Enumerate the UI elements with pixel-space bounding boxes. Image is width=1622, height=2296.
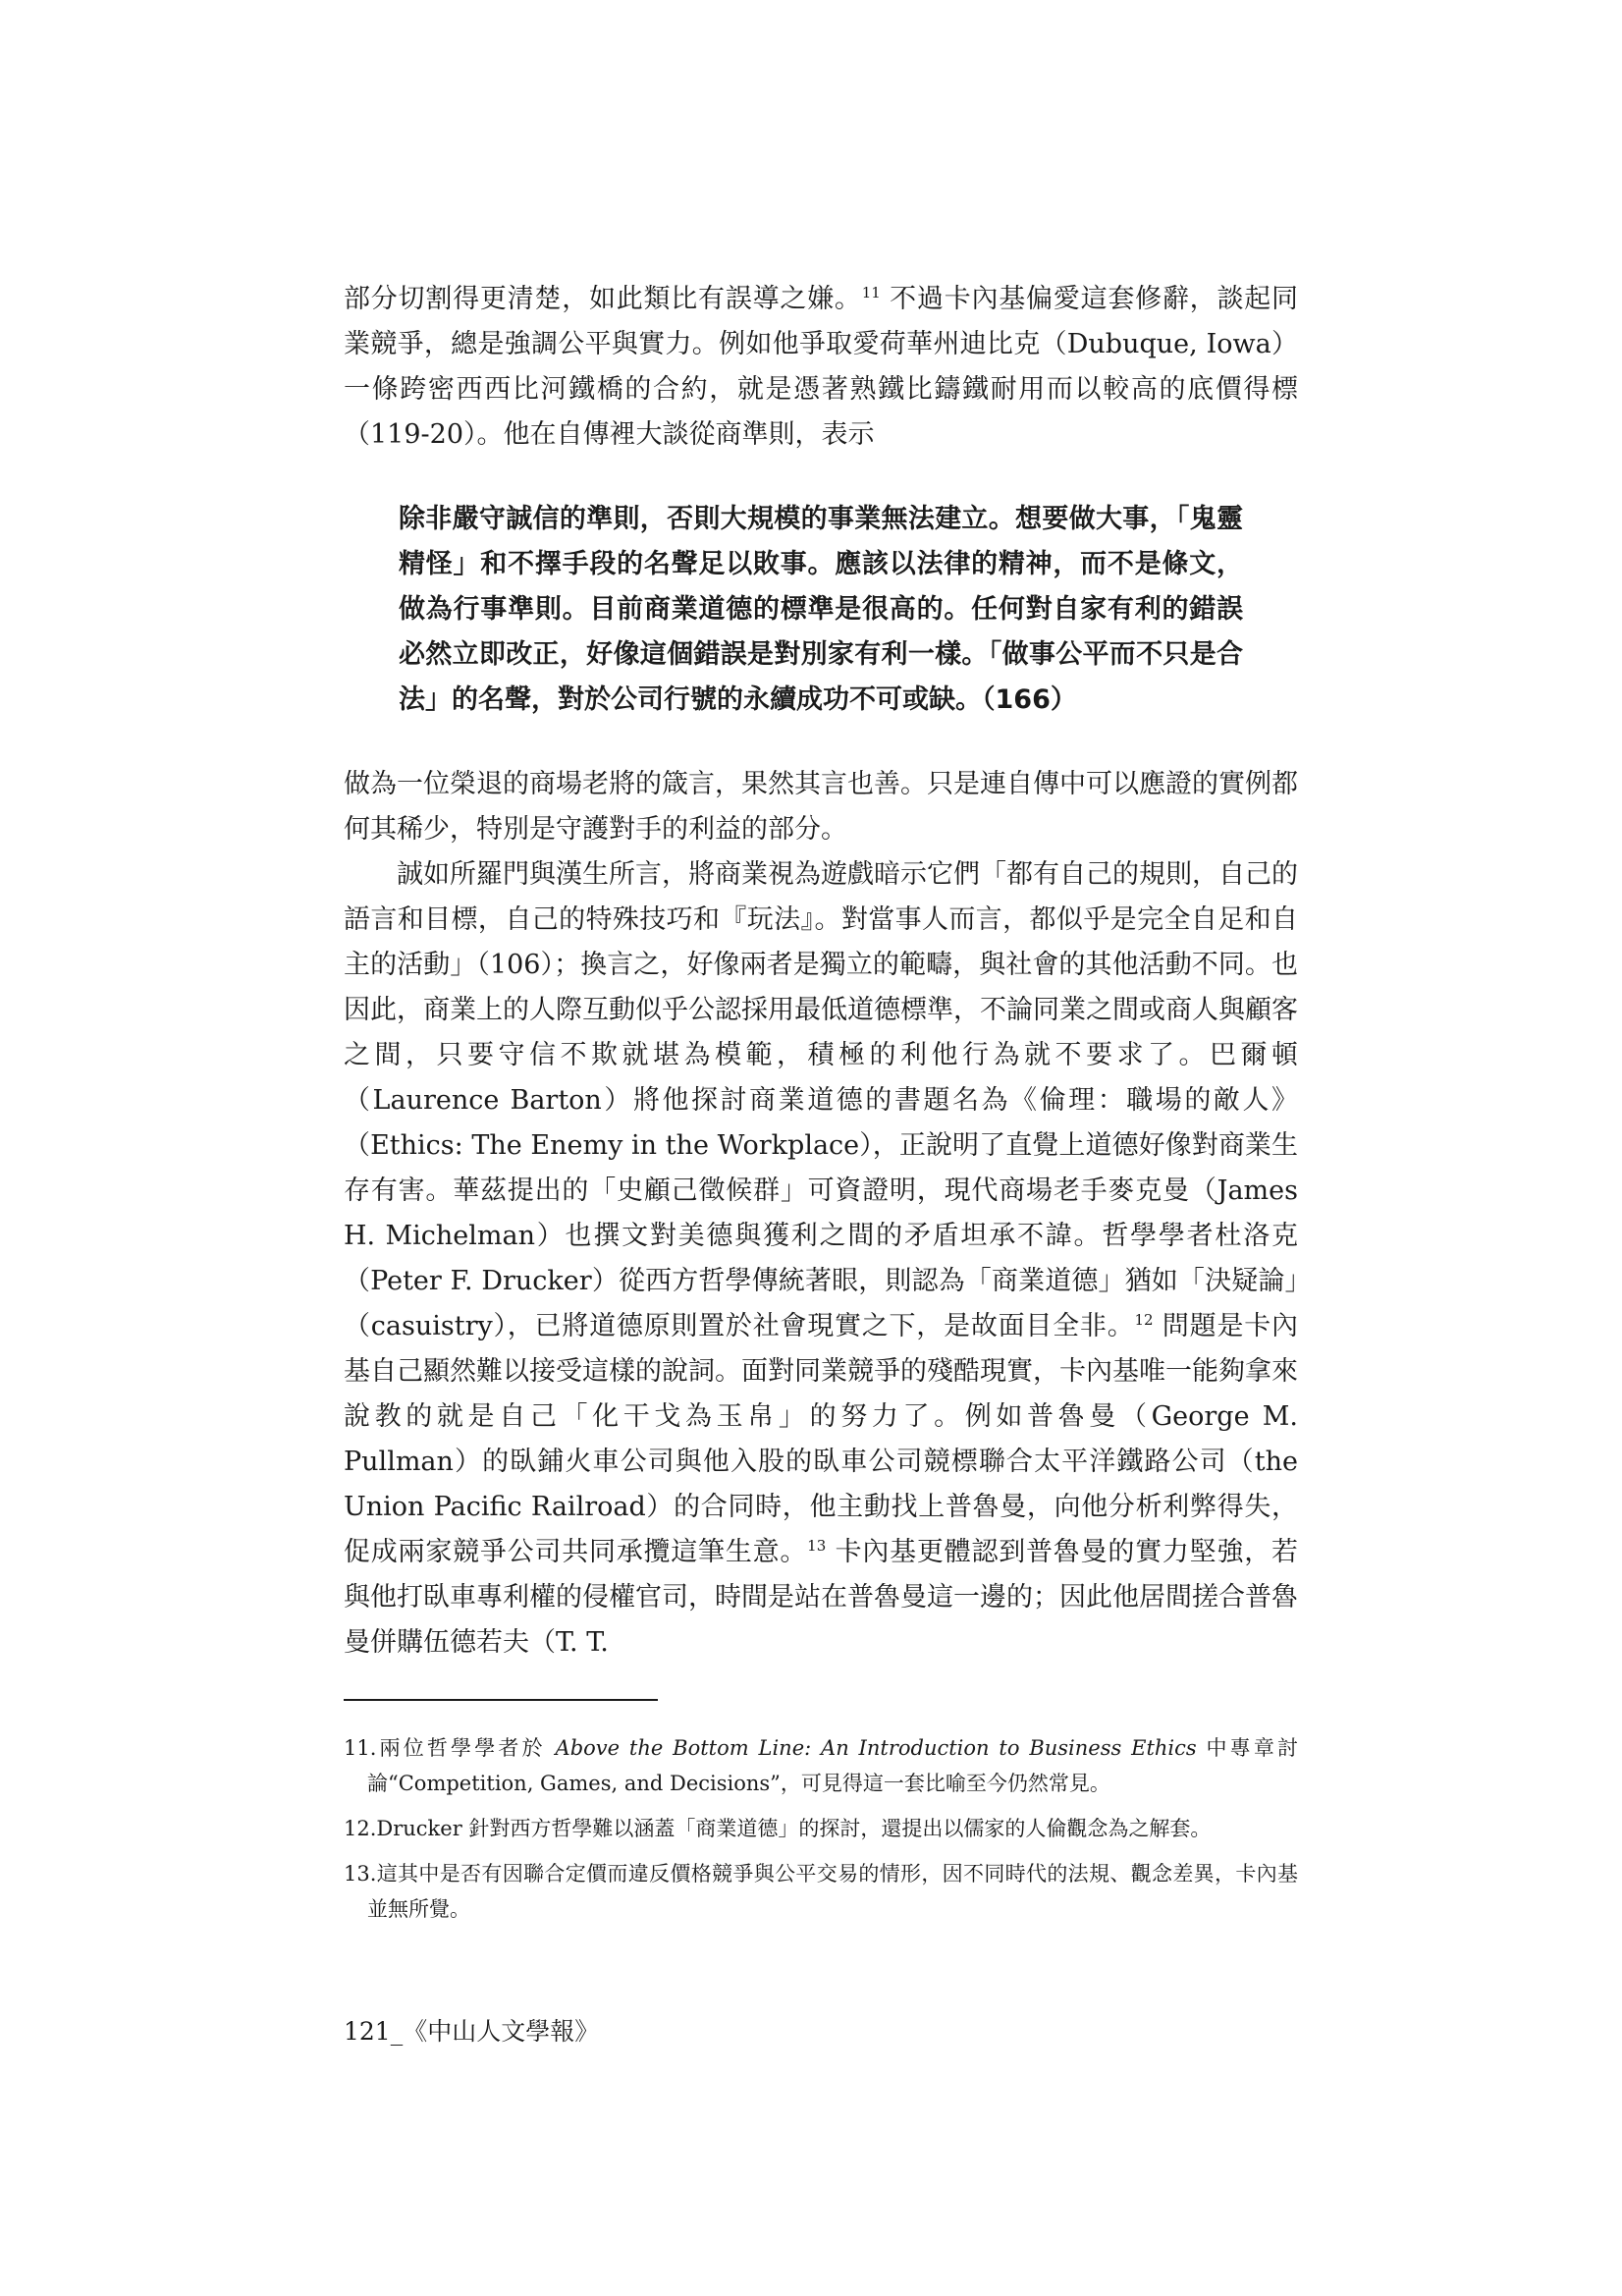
block-quote: 除非嚴守誠信的準則，否則大規模的事業無法建立。想要做大事，「鬼靈精怪」和不擇手段的名聲足以敗事。應該以法律的精神，而不是條文，做為行事準則。目前商業道德的標準是很高的。任何對自家有利的錯誤必然立即改正，好像這個錯誤是對別家有利一樣。「做事公平而不只是合法」的名聲，對於公司行號的永續成功不可或缺。（166） [399, 504, 1243, 715]
paragraph-carnegie-competition [344, 277, 1298, 458]
paragraph-business-as-game [344, 852, 1298, 1666]
footnote-divider [344, 1699, 658, 1701]
footnote-11-prefix: 11.兩位哲學學者於 [344, 1736, 556, 1760]
page-footer: 121_《中山人文學報》 [344, 2017, 600, 2046]
paragraph1-text-b: 不過卡內基偏愛這套修辭，談起同業競爭，總是強調公平與實力。例如他爭取愛荷華州迪比克（Dubuque, Iowa）一條跨密西西比河鐵橋的合約，就是憑著熟鐵比鑄鐵耐用而以較高的底價得標（119-20）。他在自傳裡大談從商準則，表示 [344, 284, 1298, 450]
footnote-11-suffix: 中專章討論“Competition, Games, and Decisions”，可見得這一套比喻至今仍然常見。 [367, 1736, 1298, 1795]
footnote-11-book-title: Above the Bottom Line: An Introduction to Business Ethics [555, 1736, 1197, 1760]
footnote-13: 13.這其中是否有因聯合定價而違反價格競爭與公平交易的情形，因不同時代的法規、觀念差異，卡內基並無所覺。 [344, 1862, 1298, 1921]
paragraph3-text-b: 問題是卡內基自己顯然難以接受這樣的說詞。面對同業競爭的殘酷現實，卡內基唯一能夠拿來說教的就是自己「化干戈為玉帛」的努力了。例如普魯曼（George M. Pullman）的臥鋪火車公司與他入股的臥車公司競標聯合太平洋鐵路公司（the Union Pacific Railroad）的合同時，他主動找上普魯曼，向他分析利弊得失，促成兩家競爭公司共同承攬這筆生意。 [344, 1311, 1298, 1567]
paragraph-veteran-maxim: 做為一位榮退的商場老將的箴言，果然其言也善。只是連自傳中可以應證的實例都何其稀少，特別是守護對手的利益的部分。 [344, 769, 1298, 845]
page-content [344, 277, 1298, 1937]
footnote-ref-11: 11 [861, 284, 881, 301]
footnote-ref-13: 13 [807, 1537, 827, 1555]
paragraph3-text-c: 卡內基更體認到普魯曼的實力堅強，若與他打臥車專利權的侵權官司，時間是站在普魯曼這一邊的；因此他居間搓合普魯曼併購伍德若夫（T. T. [344, 1537, 1298, 1658]
paragraph1-text-a: 部分切割得更清楚，如此類比有誤導之嫌。 [344, 284, 862, 314]
footnote-12: 12.Drucker 針對西方哲學難以涵蓋「商業道德」的探討，還提出以儒家的人倫觀念為之解套。 [344, 1817, 1212, 1840]
footnote-11 [344, 1730, 1298, 1801]
paragraph3-text-a: 誠如所羅門與漢生所言，將商業視為遊戲暗示它們「都有自己的規則，自己的語言和目標，自己的特殊技巧和『玩法』。對當事人而言，都似乎是完全自足和自主的活動」（106）；換言之，好像兩者是獨立的範疇，與社會的其他活動不同。也因此，商業上的人際互動似乎公認採用最低道德標準，不論同業之間或商人與顧客之間，只要守信不欺就堪為模範，積極的利他行為就不要求了。巴爾頓（Laurence Barton）將他探討商業道德的書題名為《倫理：職場的敵人》（Ethics: The Enemy in the Workplace），正說明了直覺上道德好像對商業生存有害。華茲提出的「史顧己徵候群」可資證明，現代商場老手麥克曼（James H. Michelman）也撰文對美德與獲利之間的矛盾坦承不諱。哲學學者杜洛克（Peter F. Drucker）從西方哲學傳統著眼，則認為「商業道德」猶如「決疑論」（casuistry），已將道德原則置於社會現實之下，是故面目全非。 [344, 859, 1298, 1341]
footnote-ref-12: 12 [1134, 1311, 1154, 1329]
